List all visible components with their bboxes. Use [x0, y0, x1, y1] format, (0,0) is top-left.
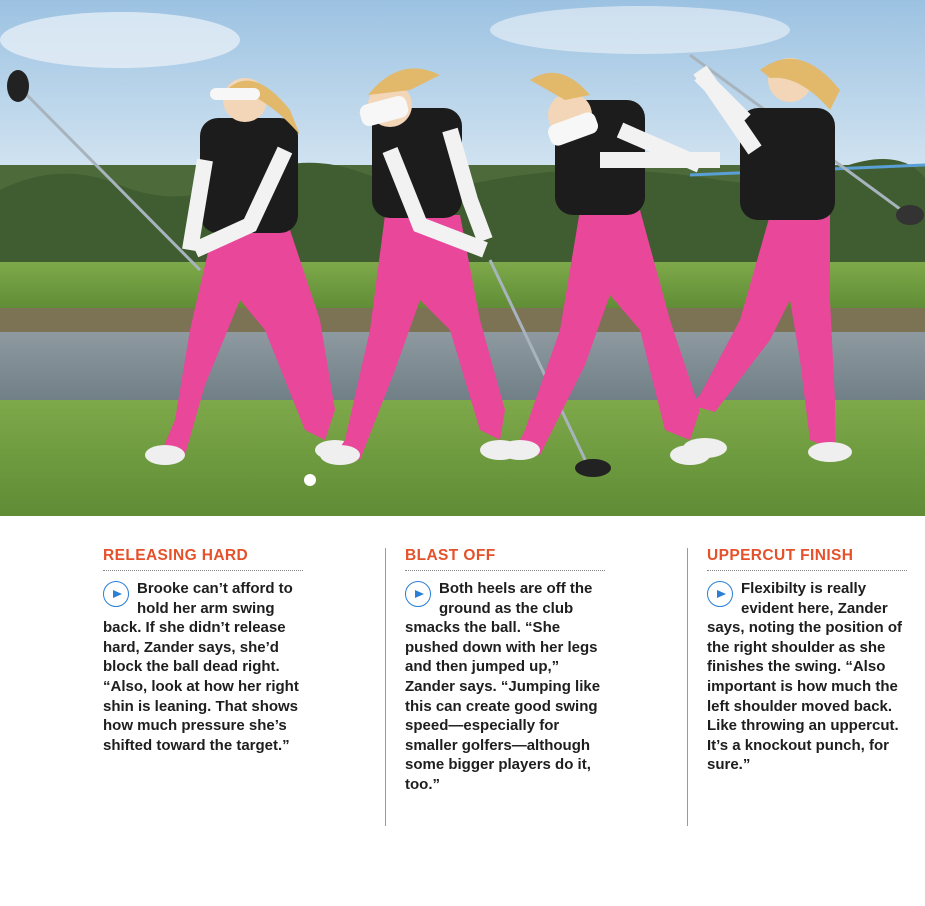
play-icon[interactable]	[103, 581, 129, 607]
section-body	[405, 579, 610, 795]
section-body	[707, 579, 912, 775]
section-heading: BLAST OFF	[405, 547, 496, 564]
section-heading: UPPERCUT FINISH	[707, 547, 854, 564]
section-body-text: Both heels are off the ground as the club smacks the ball. “She pushed down with her legs and then jumped up,” Zander says. “Jumping like this can create good swing speed—especially for smaller golfers—although some bigger players do it, too.”	[405, 580, 601, 793]
section-body-text: Flexibilty is really evident here, Zander says, noting the position of the right shoulder as she finishes the swing. “Also important is how much the left shoulder moved back. Like throwing an uppercut. It’s a knockout punch, for sure.”	[707, 580, 902, 774]
section-body	[103, 579, 308, 755]
dotted-rule	[405, 570, 605, 571]
play-icon[interactable]	[707, 581, 733, 607]
play-icon[interactable]	[405, 581, 431, 607]
section-releasing-hard	[103, 546, 308, 755]
article-columns	[0, 516, 925, 906]
column-divider	[385, 548, 386, 826]
section-heading: RELEASING HARD	[103, 547, 249, 564]
column-divider	[687, 548, 688, 826]
section-body-text: Brooke can’t afford to hold her arm swing back. If she didn’t release hard, Zander says, she’d block the ball dead right. “Also, look at how her right shin is leaning. That shows how much pressure she’s shifted toward the target.”	[103, 580, 299, 754]
dotted-rule	[103, 570, 303, 571]
dotted-rule	[707, 570, 907, 571]
section-uppercut-finish	[707, 546, 912, 775]
section-blast-off	[405, 546, 610, 795]
